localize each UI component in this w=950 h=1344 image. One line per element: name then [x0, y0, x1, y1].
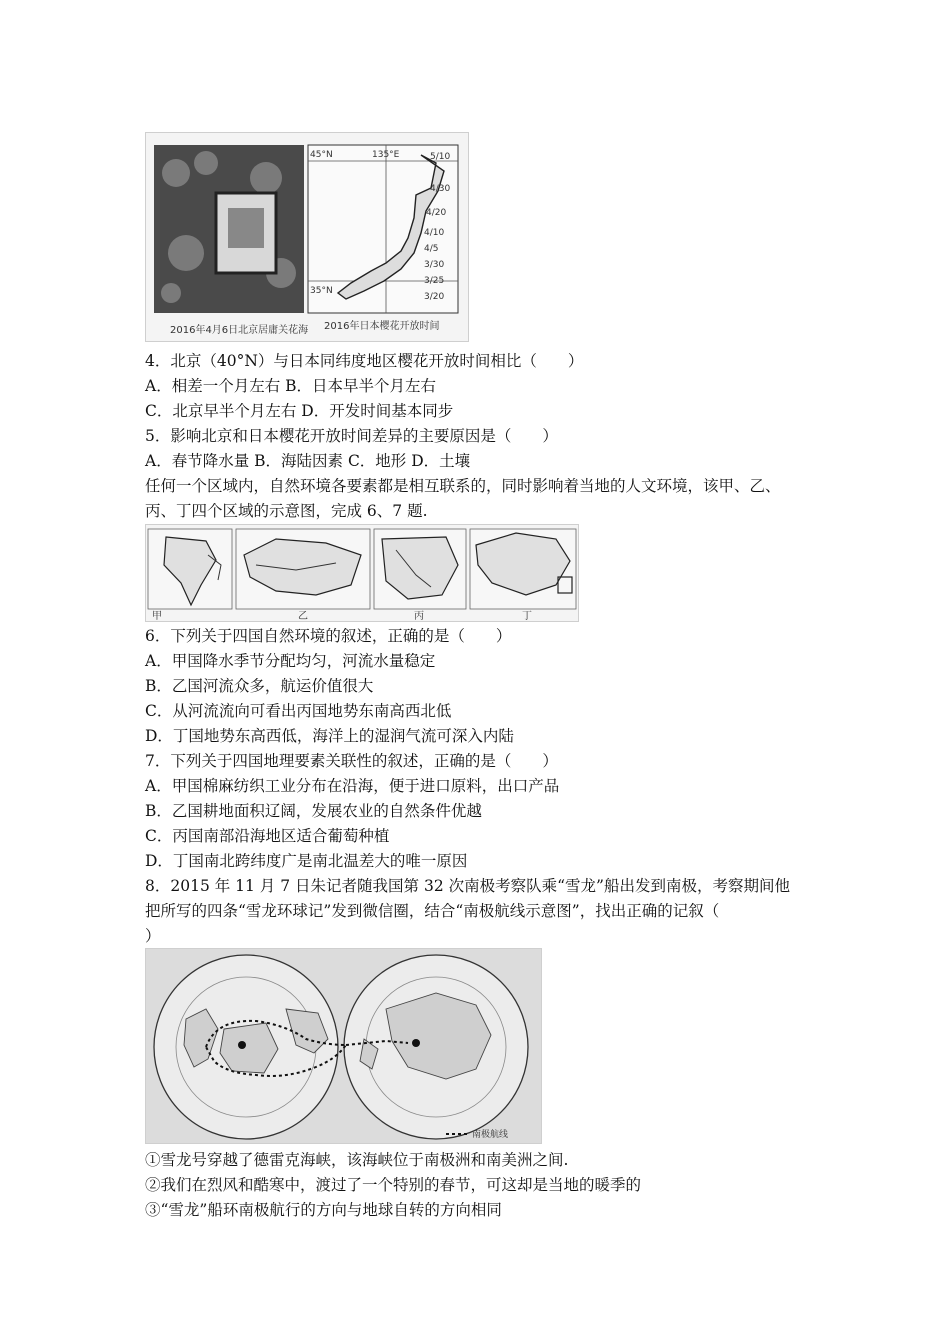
region-label-yi: 乙 [298, 611, 308, 621]
q8-statement-1: ①雪龙号穿越了德雷克海峡，该海峡位于南极洲和南美洲之间. [145, 1151, 569, 1169]
svg-text:5/10: 5/10 [430, 152, 451, 162]
q8-stem-line1: 8．2015 年 11 月 7 日朱记者随我国第 32 次南极考察队乘“雪龙”船出发到南极，考察期间他 [145, 877, 790, 895]
q6-option-a: A．甲国降水季节分配均匀，河流水量稳定 [145, 652, 436, 670]
q4-options-ab: A．相差一个月左右 B．日本早半个月左右 [145, 377, 437, 395]
q7-stem: 7．下列关于四国地理要素关联性的叙述，正确的是（ ） [145, 752, 558, 770]
q5-options: A．春节降水量 B．海陆因素 C．地形 D．土壤 [145, 452, 471, 470]
intro-67-line1: 任何一个区域内，自然环境各要素都是相互联系的，同时影响着当地的人文环境，该甲、乙、 [145, 477, 781, 495]
region-jia-map [148, 529, 232, 609]
region-ding-map [470, 529, 576, 609]
four-regions-figure [145, 524, 579, 622]
region-yi-map [236, 529, 370, 609]
q6-stem: 6．下列关于四国自然环境的叙述，正确的是（ ） [145, 627, 512, 645]
q6-option-d: D．丁国地势东高西低，海洋上的湿润气流可深入内陆 [145, 727, 514, 745]
legend-route-label: 南极航线 [472, 1130, 509, 1140]
four-regions-svg [146, 525, 578, 621]
map-caption: 2016年日本樱花开放时间 [324, 321, 440, 332]
q6-option-b: B．乙国河流众多，航运价值很大 [145, 677, 374, 695]
q8-statement-3: ③“雪龙”船环南极航行的方向与地球自转的方向相同 [145, 1201, 502, 1219]
region-label-bing: 丙 [414, 611, 424, 621]
q6-option-c: C．从河流流向可看出丙国地势东南高西北低 [145, 702, 452, 720]
q8-stem-line2: 把所写的四条“雪龙环球记”发到微信圈，结合“南极航线示意图”，找出正确的记叙（ [145, 902, 720, 920]
lat-45-label: 45°N [310, 150, 333, 160]
north-pole-dot-east [412, 1039, 420, 1047]
q8-statement-2: ②我们在烈风和酷寒中，渡过了一个特别的春节，可这却是当地的暖季的 [145, 1176, 642, 1194]
q5-stem: 5．影响北京和日本樱花开放时间差异的主要原因是（ ） [145, 427, 558, 445]
antarctic-route-figure [145, 948, 542, 1144]
svg-text:4/5: 4/5 [424, 244, 439, 254]
region-label-ding: 丁 [522, 611, 532, 621]
svg-text:4/20: 4/20 [426, 208, 447, 218]
region-bing-map [374, 529, 466, 609]
lon-135-label: 135°E [372, 150, 400, 160]
q7-option-a: A．甲国棉麻纺织工业分布在沿海，便于进口原料，出口产品 [145, 777, 560, 795]
region-label-jia: 甲 [152, 611, 162, 621]
antarctic-route-svg [146, 949, 541, 1143]
q8-stem-line3: ） [145, 927, 161, 945]
q4-stem: 4．北京（40°N）与日本同纬度地区樱花开放时间相比（ ） [145, 352, 584, 370]
lat-35-label: 35°N [310, 286, 333, 296]
q7-option-d: D．丁国南北跨纬度广是南北温差大的唯一原因 [145, 852, 468, 870]
photo-caption: 2016年4月6日北京居庸关花海 [170, 325, 309, 336]
sakura-figure [145, 132, 469, 342]
south-pole-dot-west [238, 1041, 246, 1049]
svg-text:3/25: 3/25 [424, 276, 445, 286]
q7-option-c: C．丙国南部沿海地区适合葡萄种植 [145, 827, 390, 845]
svg-text:4/10: 4/10 [424, 228, 445, 238]
svg-text:3/30: 3/30 [424, 260, 445, 270]
q4-options-cd: C．北京早半个月左右 D．开发时间基本同步 [145, 402, 454, 420]
svg-text:4/30: 4/30 [430, 184, 451, 194]
q7-option-b: B．乙国耕地面积辽阔，发展农业的自然条件优越 [145, 802, 482, 820]
intro-67-line2: 丙、丁四个区域的示意图，完成 6、7 题. [145, 502, 428, 520]
svg-text:3/20: 3/20 [424, 292, 445, 302]
sakura-figure-svg [146, 133, 468, 341]
